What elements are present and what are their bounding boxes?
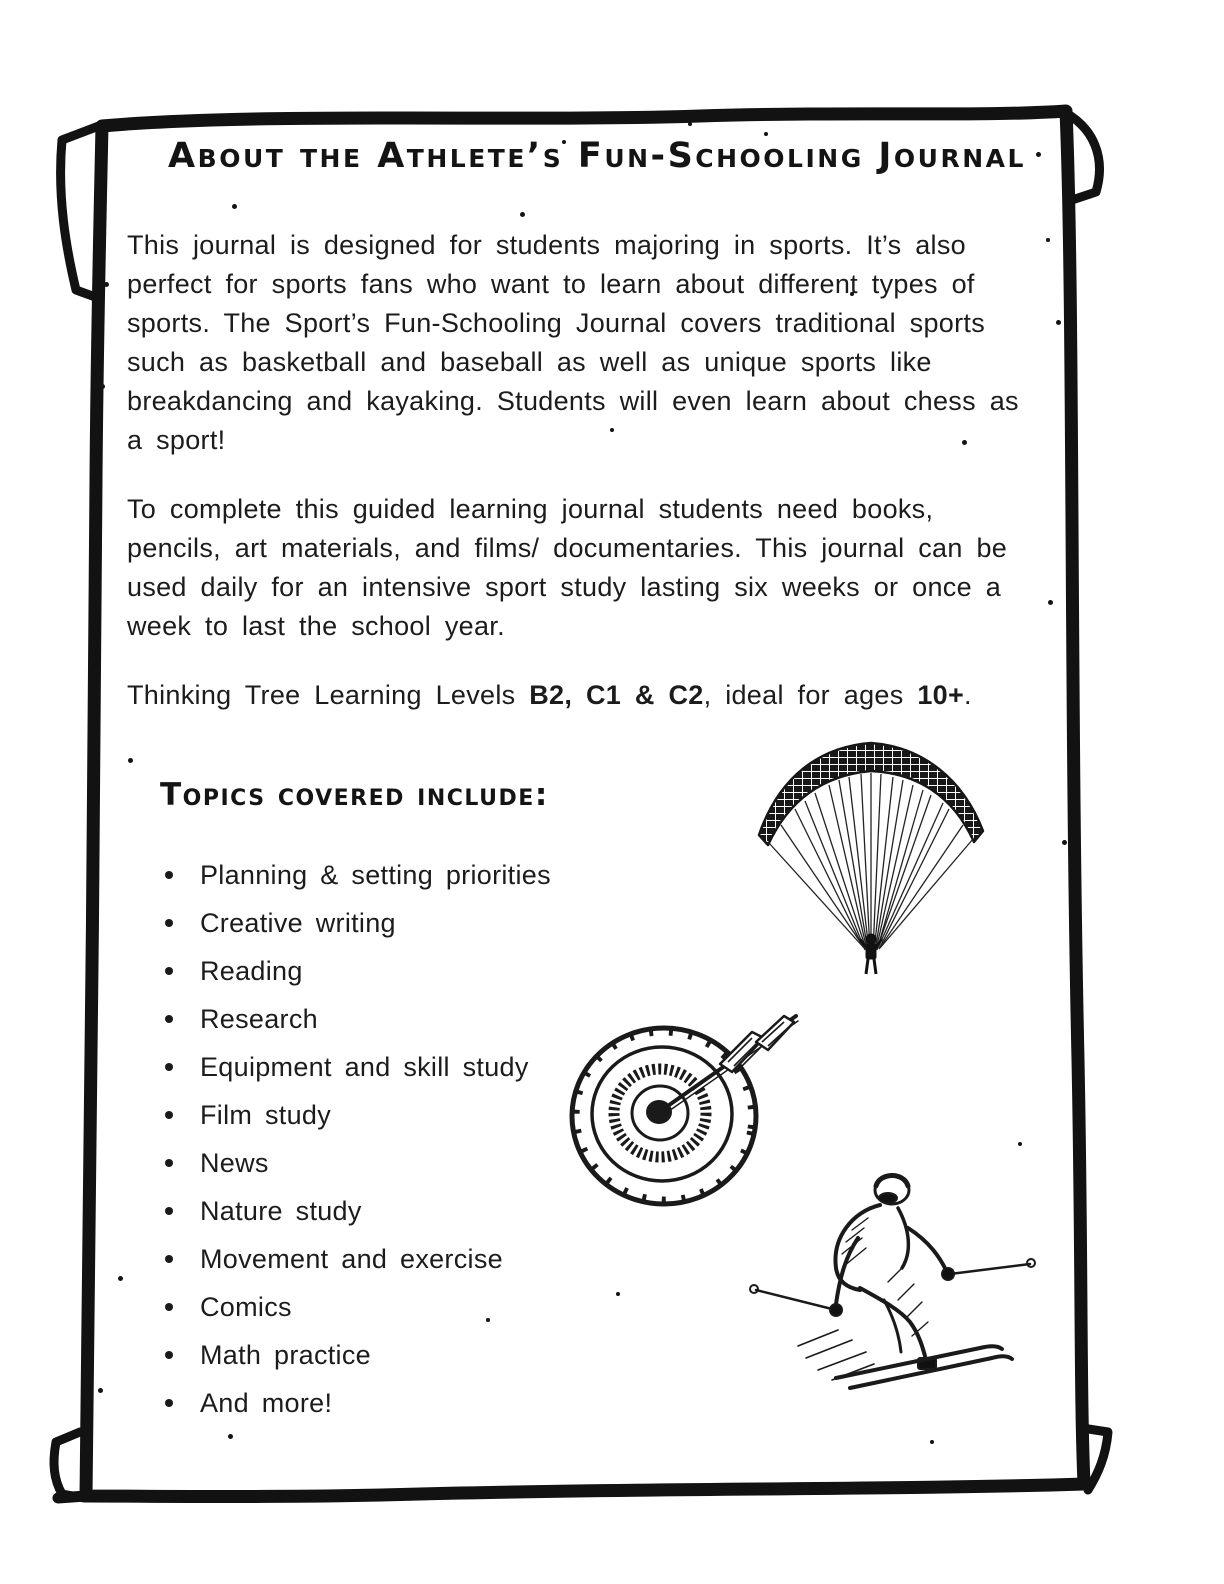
topic-item [165, 1331, 645, 1379]
topic-item [165, 851, 645, 899]
bullet-icon [165, 871, 173, 879]
ages-bold: 10+ [917, 680, 965, 710]
ink-speck [1078, 1258, 1083, 1263]
bullet-icon [165, 1015, 173, 1023]
topic-label: Research [200, 1004, 318, 1034]
ink-speck [930, 1440, 934, 1444]
topic-label: And more! [200, 1388, 333, 1418]
topic-label: Reading [200, 956, 303, 986]
ink-speck [1062, 840, 1067, 845]
topic-label: Creative writing [200, 908, 396, 938]
ink-speck [688, 122, 692, 126]
ink-speck [228, 1434, 233, 1439]
topic-label: News [200, 1148, 269, 1178]
intro-paragraph: This journal is designed for students majoring in sports. It’s also perfect for sports fans who want to learn about different types of sports. The Sport’s Fun-Schooling Journal covers traditional sports such as basketball and baseball as well as unique sports like breakdancing and kayaking. Students will even learn about chess as a sport! [127, 230, 1019, 455]
bullet-icon [165, 1255, 173, 1263]
bullet-icon [165, 1351, 173, 1359]
topic-item [165, 1235, 645, 1283]
ink-speck [118, 1276, 123, 1281]
materials-paragraph: To complete this guided learning journal students need books, pencils, art materials, and films/ documentaries. This journal can be used daily for an intensive sport study lasting six weeks or once a week to last the school year. [127, 494, 1008, 641]
topic-item [165, 1283, 645, 1331]
levels-text: Thinking Tree Learning Levels [127, 680, 530, 710]
levels-text: , ideal for ages [703, 680, 918, 710]
levels-bold: B2, C1 & C2 [529, 680, 704, 710]
ink-speck [100, 384, 105, 389]
ink-speck [1036, 152, 1041, 157]
bullet-icon [165, 1111, 173, 1119]
levels-text: . [964, 680, 972, 710]
topic-item [165, 899, 645, 947]
bullet-icon [165, 1159, 173, 1167]
page-title: About the Athlete’s Fun-Schooling Journal [168, 136, 1026, 176]
ink-speck [98, 1388, 103, 1393]
paraglider-illustration [753, 733, 991, 988]
topic-label: Math practice [200, 1340, 371, 1370]
bullet-icon [165, 1303, 173, 1311]
topic-label: Nature study [200, 1196, 362, 1226]
topics-heading: Topics covered include: [160, 777, 549, 813]
topic-label: Equipment and skill study [200, 1052, 529, 1082]
levels-line [127, 676, 1027, 715]
topic-label: Film study [200, 1100, 332, 1130]
bullet-icon [165, 1207, 173, 1215]
bullet-icon [165, 967, 173, 975]
bullet-icon [165, 919, 173, 927]
bullet-icon [165, 1063, 173, 1071]
ink-speck [104, 282, 109, 287]
topic-item [165, 947, 645, 995]
bullet-icon [165, 1399, 173, 1407]
ink-speck [1046, 238, 1050, 242]
ink-speck [1056, 320, 1061, 325]
topic-label: Comics [200, 1292, 292, 1322]
topic-label: Planning & setting priorities [200, 860, 551, 890]
ink-speck [1048, 600, 1053, 605]
skier-illustration [740, 1160, 1040, 1400]
topic-label: Movement and exercise [200, 1244, 503, 1274]
topic-item [165, 1379, 645, 1427]
